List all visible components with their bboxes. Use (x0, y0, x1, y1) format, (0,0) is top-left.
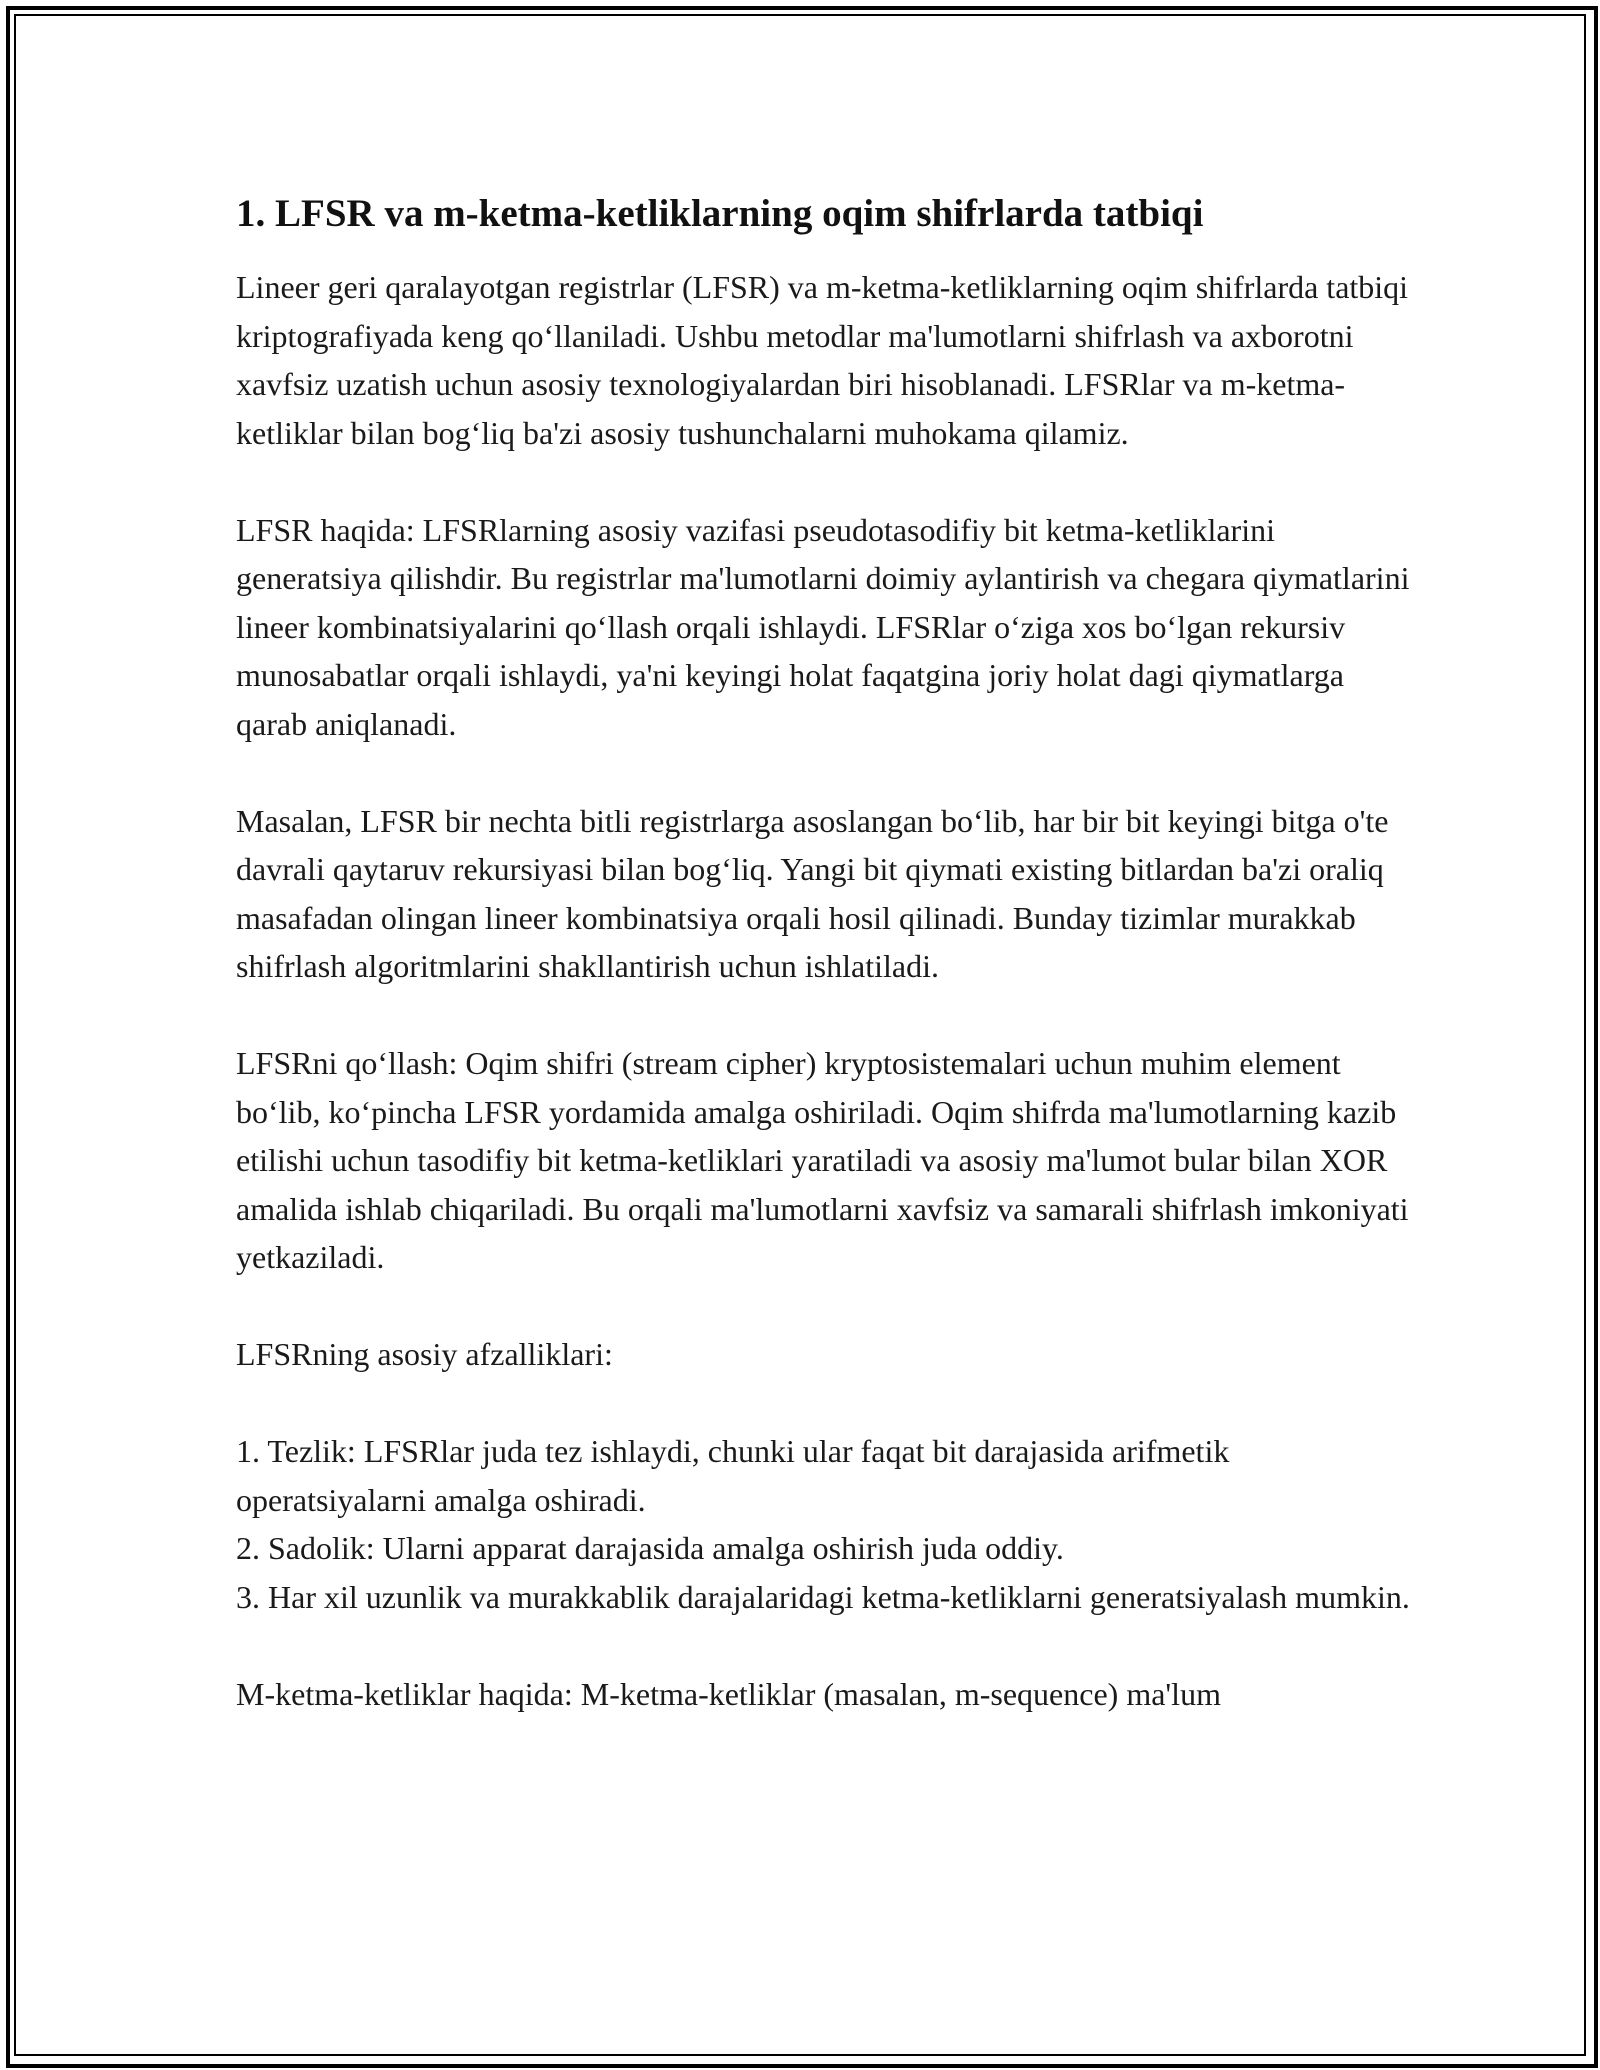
document-title: 1. LFSR va m-ketma-ketliklarning oqim shifrlarda tatbiqi (236, 192, 1204, 235)
paragraph-lfsr-about: LFSR haqida: LFSRlarning asosiy vazifasi pseudotasodifiy bit ketma-ketliklarini generatsiya qilishdir. Bu registrlar ma'lumotlarni doimiy aylantirish va chegara qiymatlarini lineer kombinatsiyalarini qo‘llash orqali ishlaydi. LFSRlar o‘ziga xos bo‘lgan rekursiv munosabatlar orqali ishlaydi, ya'ni keyingi holat faqatgina joriy holat dagi qiymatlarga qarab aniqlanadi. (236, 511, 1410, 742)
paragraph-lfsr-usage: LFSRni qo‘llash: Oqim shifri (stream cipher) kryptosistemalari uchun muhim element bo‘lib, ko‘pincha LFSR yordamida amalga oshiriladi. Oqim shifrda ma'lumotlarning kazib etilishi uchun tasodifiy bit ketma-ketliklari yaratiladi va asosiy ma'lumot bular bilan XOR amalida ishlab chiqariladi. Bu orqali ma'lumotlarni xavfsiz va samarali shifrlash imkoniyati yetkaziladi. (236, 1045, 1409, 1275)
paragraph-example: Masalan, LFSR bir nechta bitli registrlarga asoslangan bo‘lib, har bir bit keyingi bitga o'te davrali qaytaruv rekursiyasi bilan bog‘liq. Yangi bit qiymati existing bitlardan ba'zi oraliq masafadan olingan lineer kombinatsiya orqali hosil qilinadi. Bunday tizimlar murakkab shifrlash algoritmlarini shakllantirish uchun ishlatiladi. (236, 802, 1389, 984)
document-body (236, 188, 1416, 1718)
list-item: 1. Tezlik: LFSRlar juda tez ishlaydi, chunki ular faqat bit darajasida arifmetik operatsiyalarni amalga oshiradi. (236, 1433, 1230, 1518)
list-item: 2. Sadolik: Ularni apparat darajasida amalga oshirish juda oddiy. (236, 1530, 1064, 1566)
list-item: 3. Har xil uzunlik va murakkablik darajalaridagi ketma-ketliklarni generatsiyalash mumkin. (236, 1578, 1410, 1615)
paragraph-m-sequences: M-ketma-ketliklar haqida: M-ketma-ketliklar (masalan, m-sequence) ma'lum (236, 1675, 1221, 1712)
paragraph-advantages-heading: LFSRning asosiy afzalliklari: (236, 1336, 613, 1372)
advantages-list (236, 1427, 1416, 1621)
paragraph-intro: Lineer geri qaralayotgan registrlar (LFSR) va m-ketma-ketliklarning oqim shifrlarda tatbiqi kriptografiyada keng qo‘llaniladi. Ushbu metodlar ma'lumotlarni shifrlash va axborotni xavfsiz uzatish uchun asosiy texnologiyalardan biri hisoblanadi. LFSRlar va m-ketma-ketliklar bilan bog‘liq ba'zi asosiy tushunchalarni muhokama qilamiz. (236, 269, 1409, 451)
